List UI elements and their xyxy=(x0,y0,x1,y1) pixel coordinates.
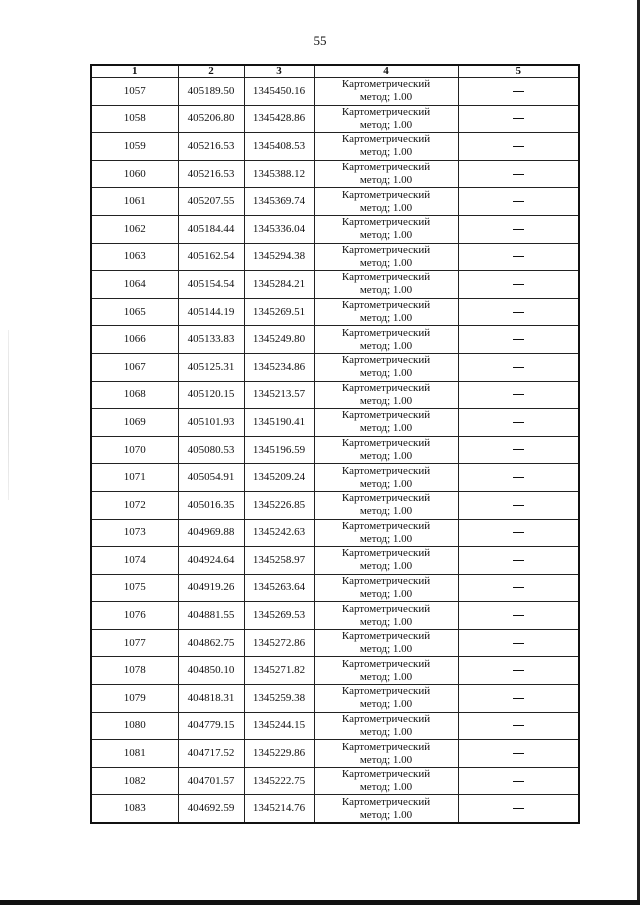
method-line-2: метод; 1.00 xyxy=(359,725,413,738)
dash-mark xyxy=(513,753,524,754)
column-header-4: 4 xyxy=(314,65,458,78)
y-coordinate-cell: 1345222.75 xyxy=(244,767,314,795)
dash-mark xyxy=(513,698,524,699)
method-line-2: метод; 1.00 xyxy=(359,560,413,573)
description-cell xyxy=(458,436,579,464)
x-coordinate-cell: 405144.19 xyxy=(178,298,244,326)
x-coordinate-cell: 404969.88 xyxy=(178,519,244,547)
method-line-2: метод; 1.00 xyxy=(359,753,413,766)
point-number-cell: 1074 xyxy=(91,547,178,575)
y-coordinate-cell: 1345190.41 xyxy=(244,409,314,437)
method-line-1: Картометрический xyxy=(341,685,431,698)
point-number-cell: 1071 xyxy=(91,464,178,492)
x-coordinate-cell: 405207.55 xyxy=(178,188,244,216)
description-cell xyxy=(458,243,579,271)
description-cell xyxy=(458,795,579,823)
y-coordinate-cell: 1345272.86 xyxy=(244,629,314,657)
table-row xyxy=(91,105,579,133)
x-coordinate-cell: 405133.83 xyxy=(178,326,244,354)
x-coordinate-cell: 405206.80 xyxy=(178,105,244,133)
point-number-cell: 1069 xyxy=(91,409,178,437)
dash-mark xyxy=(513,781,524,782)
point-number-cell: 1065 xyxy=(91,298,178,326)
table-row xyxy=(91,215,579,243)
table-row xyxy=(91,353,579,381)
dash-mark xyxy=(513,643,524,644)
point-number-cell: 1058 xyxy=(91,105,178,133)
dash-mark xyxy=(513,256,524,257)
y-coordinate-cell: 1345294.38 xyxy=(244,243,314,271)
method-line-1: Картометрический xyxy=(341,602,431,615)
method-cell xyxy=(314,188,458,216)
method-line-1: Картометрический xyxy=(341,464,431,477)
point-number-cell: 1073 xyxy=(91,519,178,547)
method-cell xyxy=(314,243,458,271)
dash-mark xyxy=(513,808,524,809)
point-number-cell: 1061 xyxy=(91,188,178,216)
dash-mark xyxy=(513,118,524,119)
method-cell xyxy=(314,491,458,519)
dash-mark xyxy=(513,146,524,147)
column-header-1: 1 xyxy=(91,65,178,78)
page-number: 55 xyxy=(313,33,327,48)
method-line-2: метод; 1.00 xyxy=(359,698,413,711)
table-row xyxy=(91,271,579,299)
method-line-1: Картометрический xyxy=(341,492,431,505)
point-number-cell: 1070 xyxy=(91,436,178,464)
dash-mark xyxy=(513,174,524,175)
table-body xyxy=(91,78,579,824)
method-cell xyxy=(314,795,458,823)
method-line-1: Картометрический xyxy=(341,630,431,643)
description-cell xyxy=(458,712,579,740)
method-cell xyxy=(314,740,458,768)
description-cell xyxy=(458,547,579,575)
method-line-2: метод; 1.00 xyxy=(359,256,413,269)
point-number-cell: 1067 xyxy=(91,353,178,381)
method-cell xyxy=(314,298,458,326)
method-line-2: метод; 1.00 xyxy=(359,312,413,325)
point-number-cell: 1062 xyxy=(91,215,178,243)
description-cell xyxy=(458,298,579,326)
table-row xyxy=(91,381,579,409)
x-coordinate-cell: 405054.91 xyxy=(178,464,244,492)
table-row xyxy=(91,436,579,464)
x-coordinate-cell: 404924.64 xyxy=(178,547,244,575)
point-number-cell: 1064 xyxy=(91,271,178,299)
point-number-cell: 1075 xyxy=(91,574,178,602)
x-coordinate-cell: 404881.55 xyxy=(178,602,244,630)
description-cell xyxy=(458,133,579,161)
description-cell xyxy=(458,657,579,685)
y-coordinate-cell: 1345269.51 xyxy=(244,298,314,326)
method-line-1: Картометрический xyxy=(341,78,431,91)
table-row xyxy=(91,78,579,106)
method-line-2: метод; 1.00 xyxy=(359,643,413,656)
method-line-1: Картометрический xyxy=(341,133,431,146)
method-cell xyxy=(314,685,458,713)
method-cell xyxy=(314,547,458,575)
table-row xyxy=(91,326,579,354)
description-cell xyxy=(458,574,579,602)
y-coordinate-cell: 1345336.04 xyxy=(244,215,314,243)
description-cell xyxy=(458,602,579,630)
method-line-2: метод; 1.00 xyxy=(359,146,413,159)
method-line-1: Картометрический xyxy=(341,657,431,670)
x-coordinate-cell: 405080.53 xyxy=(178,436,244,464)
method-cell xyxy=(314,629,458,657)
method-line-1: Картометрический xyxy=(341,768,431,781)
point-number-cell: 1078 xyxy=(91,657,178,685)
dash-mark xyxy=(513,532,524,533)
dash-mark xyxy=(513,615,524,616)
method-line-2: метод; 1.00 xyxy=(359,284,413,297)
y-coordinate-cell: 1345428.86 xyxy=(244,105,314,133)
method-line-1: Картометрический xyxy=(341,243,431,256)
dash-mark xyxy=(513,477,524,478)
point-number-cell: 1081 xyxy=(91,740,178,768)
description-cell xyxy=(458,188,579,216)
dash-mark xyxy=(513,339,524,340)
method-cell xyxy=(314,160,458,188)
method-cell xyxy=(314,602,458,630)
y-coordinate-cell: 1345244.15 xyxy=(244,712,314,740)
y-coordinate-cell: 1345229.86 xyxy=(244,740,314,768)
x-coordinate-cell: 405184.44 xyxy=(178,215,244,243)
table-row xyxy=(91,602,579,630)
table-row xyxy=(91,491,579,519)
method-line-2: метод; 1.00 xyxy=(359,615,413,628)
coordinates-table xyxy=(90,64,580,824)
table-row xyxy=(91,160,579,188)
scan-bottom-edge xyxy=(0,900,640,905)
method-line-2: метод; 1.00 xyxy=(359,229,413,242)
x-coordinate-cell: 404692.59 xyxy=(178,795,244,823)
method-line-1: Картометрический xyxy=(341,712,431,725)
y-coordinate-cell: 1345234.86 xyxy=(244,353,314,381)
method-line-2: метод; 1.00 xyxy=(359,505,413,518)
description-cell xyxy=(458,381,579,409)
description-cell xyxy=(458,78,579,106)
point-number-cell: 1072 xyxy=(91,491,178,519)
x-coordinate-cell: 405120.15 xyxy=(178,381,244,409)
y-coordinate-cell: 1345369.74 xyxy=(244,188,314,216)
description-cell xyxy=(458,767,579,795)
dash-mark xyxy=(513,560,524,561)
description-cell xyxy=(458,409,579,437)
method-line-2: метод; 1.00 xyxy=(359,422,413,435)
y-coordinate-cell: 1345269.53 xyxy=(244,602,314,630)
method-cell xyxy=(314,133,458,161)
method-line-1: Картометрический xyxy=(341,271,431,284)
method-cell xyxy=(314,436,458,464)
table-row xyxy=(91,547,579,575)
y-coordinate-cell: 1345388.12 xyxy=(244,160,314,188)
method-line-1: Картометрический xyxy=(341,519,431,532)
dash-mark xyxy=(513,670,524,671)
x-coordinate-cell: 405125.31 xyxy=(178,353,244,381)
y-coordinate-cell: 1345258.97 xyxy=(244,547,314,575)
point-number-cell: 1059 xyxy=(91,133,178,161)
description-cell xyxy=(458,215,579,243)
description-cell xyxy=(458,629,579,657)
method-cell xyxy=(314,215,458,243)
description-cell xyxy=(458,160,579,188)
method-line-1: Картометрический xyxy=(341,381,431,394)
dash-mark xyxy=(513,201,524,202)
table-row xyxy=(91,243,579,271)
method-line-2: метод; 1.00 xyxy=(359,394,413,407)
method-line-2: метод; 1.00 xyxy=(359,587,413,600)
x-coordinate-cell: 405216.53 xyxy=(178,133,244,161)
description-cell xyxy=(458,326,579,354)
y-coordinate-cell: 1345263.64 xyxy=(244,574,314,602)
scan-margin-artifact xyxy=(8,330,9,500)
description-cell xyxy=(458,685,579,713)
x-coordinate-cell: 405189.50 xyxy=(178,78,244,106)
method-cell xyxy=(314,353,458,381)
y-coordinate-cell: 1345242.63 xyxy=(244,519,314,547)
y-coordinate-cell: 1345284.21 xyxy=(244,271,314,299)
y-coordinate-cell: 1345408.53 xyxy=(244,133,314,161)
x-coordinate-cell: 405216.53 xyxy=(178,160,244,188)
method-cell xyxy=(314,409,458,437)
x-coordinate-cell: 404779.15 xyxy=(178,712,244,740)
table-row xyxy=(91,767,579,795)
method-cell xyxy=(314,464,458,492)
point-number-cell: 1083 xyxy=(91,795,178,823)
y-coordinate-cell: 1345226.85 xyxy=(244,491,314,519)
method-line-1: Картометрический xyxy=(341,740,431,753)
method-line-1: Картометрический xyxy=(341,409,431,422)
dash-mark xyxy=(513,367,524,368)
description-cell xyxy=(458,105,579,133)
point-number-cell: 1066 xyxy=(91,326,178,354)
method-line-2: метод; 1.00 xyxy=(359,477,413,490)
description-cell xyxy=(458,740,579,768)
method-line-1: Картометрический xyxy=(341,354,431,367)
x-coordinate-cell: 404919.26 xyxy=(178,574,244,602)
dash-mark xyxy=(513,229,524,230)
y-coordinate-cell: 1345214.76 xyxy=(244,795,314,823)
column-header-2: 2 xyxy=(178,65,244,78)
y-coordinate-cell: 1345213.57 xyxy=(244,381,314,409)
table-row xyxy=(91,685,579,713)
table-row xyxy=(91,574,579,602)
table-row xyxy=(91,629,579,657)
x-coordinate-cell: 404850.10 xyxy=(178,657,244,685)
method-line-1: Картометрический xyxy=(341,574,431,587)
point-number-cell: 1079 xyxy=(91,685,178,713)
point-number-cell: 1080 xyxy=(91,712,178,740)
table-row xyxy=(91,740,579,768)
method-line-1: Картометрический xyxy=(341,188,431,201)
dash-mark xyxy=(513,91,524,92)
y-coordinate-cell: 1345271.82 xyxy=(244,657,314,685)
column-header-3: 3 xyxy=(244,65,314,78)
method-line-1: Картометрический xyxy=(341,161,431,174)
method-line-1: Картометрический xyxy=(341,216,431,229)
method-line-2: метод; 1.00 xyxy=(359,670,413,683)
point-number-cell: 1060 xyxy=(91,160,178,188)
method-line-1: Картометрический xyxy=(341,299,431,312)
point-number-cell: 1077 xyxy=(91,629,178,657)
table-row xyxy=(91,795,579,823)
method-line-2: метод; 1.00 xyxy=(359,808,413,821)
dash-mark xyxy=(513,312,524,313)
table-header-row xyxy=(91,65,579,78)
method-line-2: метод; 1.00 xyxy=(359,118,413,131)
method-line-2: метод; 1.00 xyxy=(359,532,413,545)
x-coordinate-cell: 405162.54 xyxy=(178,243,244,271)
table-row xyxy=(91,712,579,740)
x-coordinate-cell: 404717.52 xyxy=(178,740,244,768)
description-cell xyxy=(458,271,579,299)
method-cell xyxy=(314,712,458,740)
point-number-cell: 1063 xyxy=(91,243,178,271)
method-cell xyxy=(314,767,458,795)
table-row xyxy=(91,519,579,547)
x-coordinate-cell: 405154.54 xyxy=(178,271,244,299)
method-cell xyxy=(314,657,458,685)
point-number-cell: 1057 xyxy=(91,78,178,106)
dash-mark xyxy=(513,394,524,395)
table-row xyxy=(91,464,579,492)
y-coordinate-cell: 1345450.16 xyxy=(244,78,314,106)
method-cell xyxy=(314,326,458,354)
method-line-1: Картометрический xyxy=(341,437,431,450)
table-row xyxy=(91,298,579,326)
method-cell xyxy=(314,381,458,409)
y-coordinate-cell: 1345249.80 xyxy=(244,326,314,354)
column-header-5: 5 xyxy=(458,65,579,78)
method-line-2: метод; 1.00 xyxy=(359,450,413,463)
method-cell xyxy=(314,574,458,602)
x-coordinate-cell: 405101.93 xyxy=(178,409,244,437)
method-line-2: метод; 1.00 xyxy=(359,91,413,104)
point-number-cell: 1076 xyxy=(91,602,178,630)
method-line-2: метод; 1.00 xyxy=(359,201,413,214)
method-line-2: метод; 1.00 xyxy=(359,174,413,187)
dash-mark xyxy=(513,284,524,285)
method-line-2: метод; 1.00 xyxy=(359,781,413,794)
y-coordinate-cell: 1345209.24 xyxy=(244,464,314,492)
x-coordinate-cell: 404818.31 xyxy=(178,685,244,713)
method-cell xyxy=(314,519,458,547)
y-coordinate-cell: 1345259.38 xyxy=(244,685,314,713)
table-row xyxy=(91,133,579,161)
method-line-2: метод; 1.00 xyxy=(359,367,413,380)
x-coordinate-cell: 405016.35 xyxy=(178,491,244,519)
x-coordinate-cell: 404701.57 xyxy=(178,767,244,795)
dash-mark xyxy=(513,587,524,588)
description-cell xyxy=(458,353,579,381)
dash-mark xyxy=(513,505,524,506)
method-line-1: Картометрический xyxy=(341,326,431,339)
table-row xyxy=(91,657,579,685)
description-cell xyxy=(458,519,579,547)
dash-mark xyxy=(513,422,524,423)
point-number-cell: 1068 xyxy=(91,381,178,409)
description-cell xyxy=(458,464,579,492)
method-line-2: метод; 1.00 xyxy=(359,339,413,352)
table-row xyxy=(91,188,579,216)
point-number-cell: 1082 xyxy=(91,767,178,795)
y-coordinate-cell: 1345196.59 xyxy=(244,436,314,464)
method-cell xyxy=(314,271,458,299)
method-line-1: Картометрический xyxy=(341,547,431,560)
description-cell xyxy=(458,491,579,519)
table-row xyxy=(91,409,579,437)
x-coordinate-cell: 404862.75 xyxy=(178,629,244,657)
method-line-1: Картометрический xyxy=(341,795,431,808)
method-cell xyxy=(314,78,458,106)
dash-mark xyxy=(513,449,524,450)
method-line-1: Картометрический xyxy=(341,105,431,118)
method-cell xyxy=(314,105,458,133)
dash-mark xyxy=(513,725,524,726)
